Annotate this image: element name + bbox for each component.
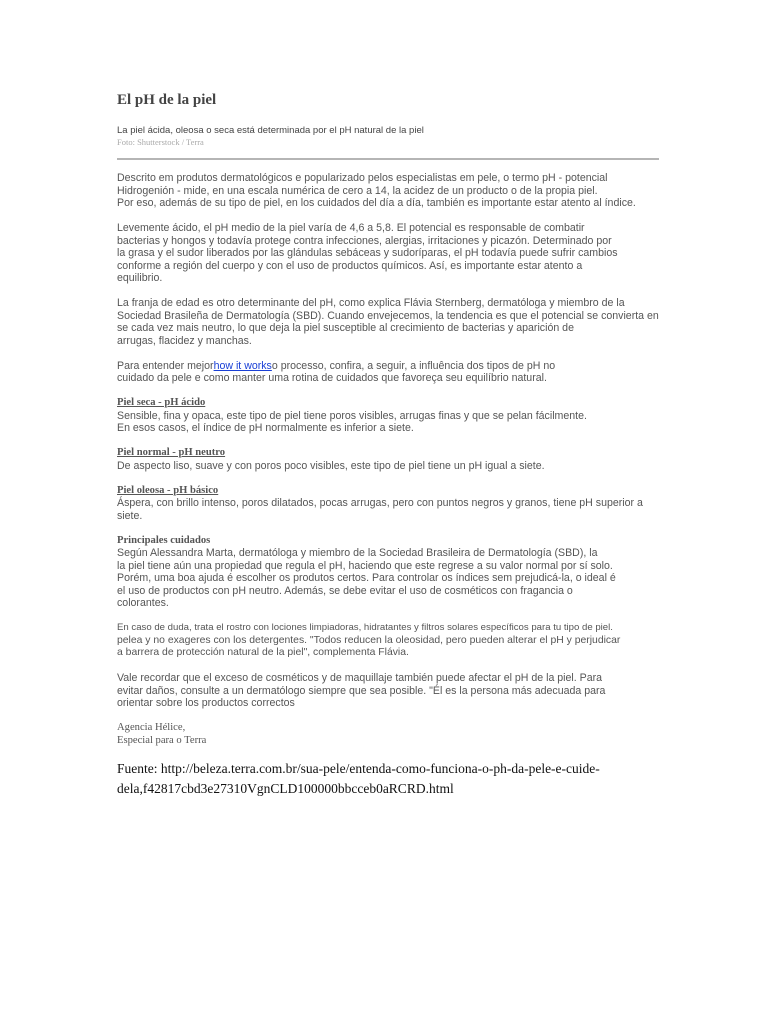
section-principales-cuidados bbox=[117, 535, 662, 610]
text-line: pelea y no exageres con los detergentes. "Todos reducen la oleosidad, pero pueden alterar el pH y perjudicar bbox=[117, 634, 621, 646]
text-line: Sociedad Brasileña de Dermatología (SBD). Cuando envejecemos, la tendencia es que el potencial se convierta en bbox=[117, 309, 659, 322]
divider-rule bbox=[117, 158, 659, 160]
text-after-link: o processo, confira, a seguir, a influência dos tipos de pH no bbox=[271, 359, 556, 372]
paragraph-1 bbox=[117, 172, 662, 210]
text-line: Levemente ácido, el pH medio de la piel varía de 4,6 a 5,8. El potencial es responsable de combatir bbox=[117, 222, 585, 234]
text-line: Porém, uma boa ajuda é escolher os produtos certos. Para controlar os índices sem prejudicá-la, o ideal é bbox=[117, 572, 616, 584]
signature bbox=[117, 722, 662, 747]
text-line: Sensible, fina y opaca, este tipo de piel tiene poros visibles, arrugas finas y que se pelan fácilmente. bbox=[117, 409, 587, 422]
section-piel-normal bbox=[117, 447, 662, 472]
text-line: orientar sobre los productos correctos bbox=[117, 697, 295, 709]
article-subtitle: La piel ácida, oleosa o seca está determinada por el pH natural de la piel bbox=[117, 125, 424, 136]
source-line: dela,f42817cbd3e27310VgnCLD100000bbcceb0aRCRD.html bbox=[117, 781, 454, 796]
signature-line: Especial para o Terra bbox=[117, 734, 207, 746]
section-heading: Principales cuidados bbox=[117, 534, 211, 546]
photo-credit: Foto: Shutterstock / Terra bbox=[117, 137, 204, 147]
text-line: Vale recordar que el exceso de cosméticos y de maquillaje también puede afectar el pH de la piel. Para bbox=[117, 672, 603, 684]
text-line: se cada vez mais neutro, lo que deja la piel susceptible al crecimiento de bacterias y aparición de bbox=[117, 322, 574, 334]
text-line: En esos casos, el índice de pH normalmente es inferior a siete. bbox=[117, 422, 414, 434]
paragraph-3 bbox=[117, 297, 662, 347]
text-line bbox=[117, 360, 662, 373]
text-line: la grasa y el sudor liberados por las glándulas sebáceas y sudoríparas, el pH todavía puede sufrir cambios bbox=[117, 247, 618, 259]
source-citation bbox=[117, 759, 662, 799]
section-piel-oleosa bbox=[117, 485, 662, 523]
text-line: arrugas, flacidez y manchas. bbox=[117, 334, 252, 347]
text-line: conforme a región del cuerpo y con el uso de productos químicos. Así, es importante estar atento a bbox=[117, 259, 583, 272]
section-piel-seca bbox=[117, 397, 662, 435]
text-line: La franja de edad es otro determinante del pH, como explica Flávia Sternberg, dermatóloga y miembro de la bbox=[117, 297, 625, 309]
text-line: Descrito em produtos dermatológicos e popularizado pelos especialistas em pele, o termo pH - potencial bbox=[117, 172, 608, 184]
text-line: colorantes. bbox=[117, 597, 169, 609]
paragraph-4 bbox=[117, 360, 662, 385]
section-heading bbox=[117, 447, 662, 460]
signature-line: Agencia Hélice, bbox=[117, 722, 186, 733]
source-line: Fuente: http://beleza.terra.com.br/sua-pele/entenda-como-funciona-o-ph-da-pele-e-cuide- bbox=[117, 761, 600, 776]
text-line: siete. bbox=[117, 509, 143, 522]
text-line: Áspera, con brillo intenso, poros dilatados, pocas arrugas, pero con puntos negros y granos, tiene pH superior a bbox=[117, 497, 643, 509]
text-line: evitar daños, consulte a un dermatólogo siempre que sea posible. "Él es la persona más adecuada para bbox=[117, 684, 606, 697]
heading-text: Piel seca - pH ácido bbox=[117, 397, 206, 408]
text-line: Según Alessandra Marta, dermatóloga y miembro de la Sociedad Brasileira de Dermatología (SBD), la bbox=[117, 547, 598, 559]
text-line: bacterias y hongos y todavía protege contra infecciones, alergias, irritaciones y picazón. Determinado por bbox=[117, 234, 612, 247]
how-it-works-link[interactable]: how it works bbox=[213, 359, 272, 372]
article-title: El pH de la piel bbox=[117, 92, 217, 108]
text-line: el uso de productos con pH neutro. Además, se debe evitar el uso de cosméticos con fragancia o bbox=[117, 584, 573, 597]
text-line: a barrera de protección natural de la piel", complementa Flávia. bbox=[117, 647, 409, 658]
paragraph-6 bbox=[117, 672, 662, 710]
text-line: Hidrogenión - mide, en una escala numérica de cero a 14, la acidez de un producto o de la propia piel. bbox=[117, 184, 598, 197]
text-line: Por eso, además de su tipo de piel, en los cuidados del día a día, también es importante estar atento al índice. bbox=[117, 197, 636, 209]
text-line: De aspecto liso, suave y con poros poco visibles, este tipo de piel tiene un pH igual a siete. bbox=[117, 459, 545, 472]
text-line: la piel tiene aún una propiedad que regula el pH, haciendo que este regrese a su valor normal por sí solo. bbox=[117, 559, 613, 572]
section-heading bbox=[117, 397, 662, 410]
paragraph-5 bbox=[117, 622, 662, 660]
heading-text: Piel normal - pH neutro bbox=[117, 447, 226, 458]
article bbox=[117, 92, 662, 799]
text-line: equilibrio. bbox=[117, 272, 163, 284]
text-line: En caso de duda, trata el rostro con lociones limpiadoras, hidratantes y filtros solares específicos para tu tipo de piel. bbox=[117, 622, 613, 633]
section-heading bbox=[117, 485, 662, 498]
text-line: cuidado da pele e como manter uma rotina de cuidados que favoreça seu equilíbrio natural. bbox=[117, 372, 547, 384]
text-before-link: Para entender mejor bbox=[117, 359, 214, 372]
paragraph-2 bbox=[117, 222, 662, 285]
heading-text: Piel oleosa - pH básico bbox=[117, 484, 219, 496]
